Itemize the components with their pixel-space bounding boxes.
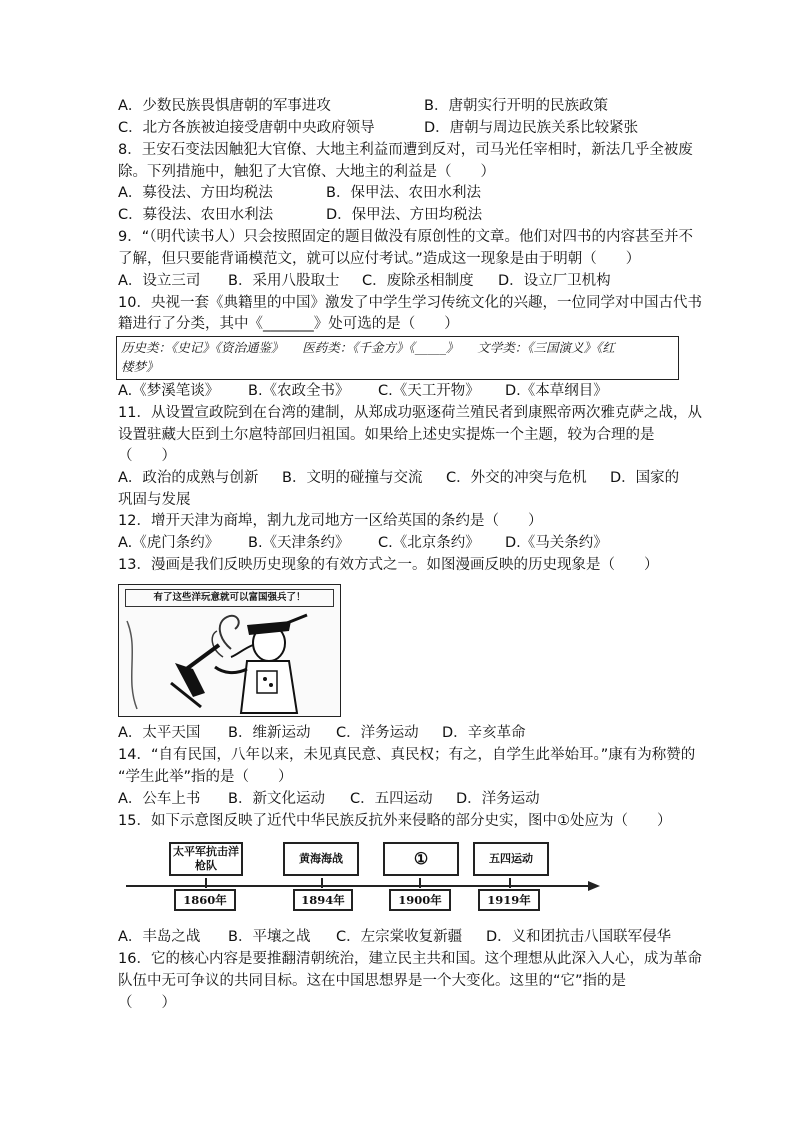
timeline-event-1: 太平军抗击洋枪队 xyxy=(169,842,243,876)
q8-option-a: A．募役法、方田均税法 xyxy=(118,185,273,201)
q12-option-a: A.《虎门条约》 xyxy=(118,535,220,551)
q13-cartoon-image xyxy=(118,584,341,717)
q11-option-a: A．政治的成熟与创新 xyxy=(118,470,259,486)
q7-option-c: C．北方各族被迫接受唐朝中央政府领导 xyxy=(118,120,375,136)
q9-option-b: B．采用八股取士 xyxy=(228,273,340,289)
q15-option-d: D．义和团抗击八国联军侵华 xyxy=(486,929,672,945)
q14-stem-line2: “学生此举”指的是（ ） xyxy=(118,769,293,785)
q9-option-a: A．设立三司 xyxy=(118,273,201,289)
q11-stem-line1: 11．从设置宣政院到在台湾的建制，从郑成功驱逐荷兰殖民者到康熙帝两次雅克萨之战，从 xyxy=(118,405,702,421)
q13-option-c: C．洋务运动 xyxy=(336,725,419,741)
q11-option-b: B．文明的碰撞与交流 xyxy=(282,470,423,486)
timeline-event-2: 黄海海战 xyxy=(283,842,359,876)
q11-option-d: D．国家的 xyxy=(610,470,680,486)
q8-option-c: C．募役法、农田水利法 xyxy=(118,207,274,223)
q10-box-line2: 楼梦》 xyxy=(121,359,159,374)
q13-option-d: D．辛亥革命 xyxy=(442,725,526,741)
q10-category-box xyxy=(116,336,679,380)
q12-option-d: D.《马关条约》 xyxy=(505,535,608,551)
q9-stem-line2: 了解，但只要能背诵模范文，就可以应付考试。”造成这一现象是由于明朝（ ） xyxy=(118,251,641,267)
q13-cartoon-caption: 有了这些洋玩意就可以富国强兵了！ xyxy=(125,589,334,607)
q7-option-b: B．唐朝实行开明的民族政策 xyxy=(424,98,608,114)
q13-option-b: B．维新运动 xyxy=(228,725,311,741)
q8-option-b: B．保甲法、农田水利法 xyxy=(326,185,481,201)
q10-option-d: D.《本草纲目》 xyxy=(505,383,608,399)
timeline-year-4: 1919年 xyxy=(478,889,540,911)
q10-option-c: C.《天工开物》 xyxy=(378,383,480,399)
q14-option-b: B．新文化运动 xyxy=(228,791,325,807)
q13-stem: 13．漫画是我们反映历史现象的有效方式之一。如图漫画反映的历史现象是（ ） xyxy=(118,557,659,573)
timeline-year-1: 1860年 xyxy=(174,889,236,911)
q12-stem: 12．增开天津为商埠，割九龙司地方一区给英国的条约是（ ） xyxy=(118,513,543,529)
q12-option-b: B.《天津条约》 xyxy=(248,535,350,551)
q9-stem-line1: 9．“（明代读书人）只会按照固定的题目做没有原创性的文章。他们对四书的内容甚至并不 xyxy=(118,229,693,245)
timeline-event-4: 五四运动 xyxy=(473,842,549,876)
q14-stem-line1: 14．“自有民国，八年以来，未见真民意、真民权；有之，自学生此举始耳。”康有为称赞的 xyxy=(118,747,696,763)
q14-option-a: A．公车上书 xyxy=(118,791,201,807)
timeline-event-3: ① xyxy=(383,842,459,876)
q14-option-d: D．洋务运动 xyxy=(456,791,540,807)
q10-option-b: B.《农政全书》 xyxy=(248,383,350,399)
q7-option-d: D．唐朝与周边民族关系比较紧张 xyxy=(424,120,639,136)
timeline-year-3: 1900年 xyxy=(389,889,451,911)
q12-option-c: C.《北京条约》 xyxy=(378,535,480,551)
q16-stem-line2: 队伍中无可争议的共同目标。这在中国思想界是一个大变化。这里的“它”指的是 xyxy=(118,973,627,989)
q13-option-a: A．太平天国 xyxy=(118,725,201,741)
timeline-year-2: 1894年 xyxy=(293,889,353,911)
q11-option-d-cont: 巩固与发展 xyxy=(118,492,191,508)
q10-stem-line2: 籍进行了分类，其中《_______》处可选的是（ ） xyxy=(118,316,459,332)
q15-option-b: B．平壤之战 xyxy=(228,929,311,945)
q8-stem-line1: 8．王安石变法因触犯大官僚、大地主利益而遭到反对，司马光任宰相时，新法几乎全被废 xyxy=(118,142,693,158)
q11-option-c: C．外交的冲突与危机 xyxy=(446,470,587,486)
q16-stem-line1: 16．它的核心内容是要推翻清朝统治，建立民主共和国。这个理想从此深入人心，成为革命 xyxy=(118,951,702,967)
cartoon-drawing xyxy=(119,609,340,717)
q8-option-d: D．保甲法、方田均税法 xyxy=(326,207,483,223)
q15-option-c: C．左宗棠收复新疆 xyxy=(336,929,463,945)
q16-stem-line3: （ ） xyxy=(118,995,176,1011)
q9-option-d: D．设立厂卫机构 xyxy=(498,273,611,289)
q10-box-line1: 历史类：《史记》《资治通鉴》 医药类：《千金方》《_____》 文学类：《三国演义》《红 xyxy=(121,340,615,355)
q8-stem-line2: 除。下列措施中，触犯了大官僚、大地主的利益是（ ） xyxy=(118,164,495,180)
q10-stem-line1: 10．央视一套《典籍里的中国》激发了中学生学习传统文化的兴趣，一位同学对中国古代书 xyxy=(118,295,702,311)
q14-option-c: C．五四运动 xyxy=(350,791,433,807)
q10-option-a: A.《梦溪笔谈》 xyxy=(118,383,220,399)
q7-option-a: A．少数民族畏惧唐朝的军事进攻 xyxy=(118,98,331,114)
q9-option-c: C．废除丞相制度 xyxy=(362,273,474,289)
q15-option-a: A．丰岛之战 xyxy=(118,929,201,945)
q11-stem-line3: （ ） xyxy=(118,448,176,464)
q15-stem: 15．如下示意图反映了近代中华民族反抗外来侵略的部分史实，图中①处应为（ ） xyxy=(118,813,672,829)
q11-stem-line2: 设置驻藏大臣到土尔扈特部回归祖国。如果给上述史实提炼一个主题，较为合理的是 xyxy=(118,427,655,443)
